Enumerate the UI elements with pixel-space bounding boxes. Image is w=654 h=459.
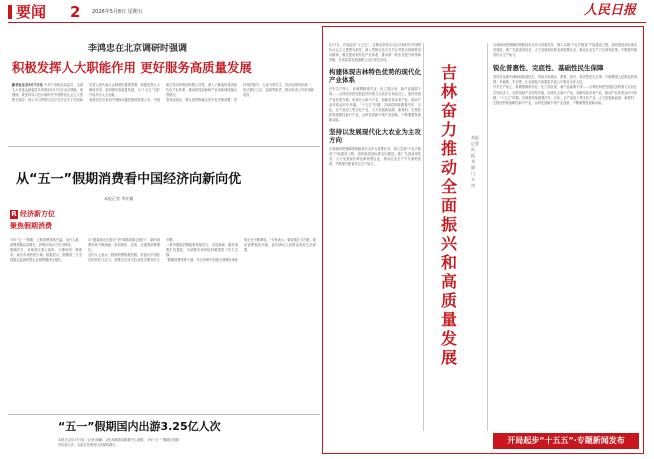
kicker: 李鸿忠在北京调研时强调 [88, 44, 188, 54]
feature-title: 吉林奋力推动全面振兴和高质量发展 [441, 63, 458, 367]
tag-sub: 聚焦假期消费 [10, 222, 52, 230]
masthead-rule [8, 22, 646, 23]
feature-col-1 [329, 43, 421, 431]
page-number: 2 [70, 3, 81, 21]
bottom-left-article [8, 416, 320, 458]
article-body: 本报北京5月7日电（记者 杨曦）文化和旅游部数据中心测算，今年“五一”假期全国国内出游人次、出游总花费同比均保持增长。 [58, 438, 179, 448]
paragraph: 吉林始终把保障国家粮食安全作为首要任务，深入实施“千亿斤粮食”产能建设工程，加快推进高标准农田建设，推广先进适用技术，大力发展现代种业和智慧农业，推动农业生产方式深刻变革，不断提升粮食综合生产能力。 [329, 147, 421, 167]
feature-banner [493, 433, 639, 449]
left-mid-article [8, 150, 320, 412]
masthead [0, 0, 654, 24]
tag-label: 经济新方位 [20, 210, 55, 218]
paragraph: 假期首日，各地景区游人如织，文博场馆一票难求，演出市场热度不减。数据显示，假期前三天全国重点监测零售企业销售额同比增长。 [10, 248, 82, 263]
section-heading: 坚持以发展现代化大农业为主攻方向 [329, 128, 421, 145]
paragraph: 汽车生产线上，机械臂精准作业；化工园区里，新产品源源下线……吉林坚持把发展经济的着力点放在实体经济上，加快传统产业转型升级，培育壮大新兴产业，前瞻布局未来产业，推动产业体系迈向中高端。“十五五”时期，吉林将持续做强汽车、石化、农产品加工等支柱产业，大力发展新能源、新材料、生物医药等战略性新兴产业，以科技创新引领产业创新，不断增强发展新动能。 [329, 87, 421, 122]
divider [8, 414, 320, 415]
paragraph: “假期消费热度不减，充分说明中国超大规模市场优势正在不断释放。”专家表示，要持续扩大内需，推动消费提质升级，更好满足人民群众美好生活需要。 [166, 238, 316, 263]
feature-byline: 本报记者 孙 振 刘 晓 门 丰 涛 [471, 135, 479, 188]
headline: 积极发挥人大职能作用 更好服务高质量发展 [12, 60, 252, 75]
paragraph: 汽车生产线上，机械臂精准作业；化工园区里，新产品源源下线……吉林坚持把发展经济的着力点放在实体经济上，加快传统产业转型升级，培育壮大新兴产业，前瞻布局未来产业，推动产业体系迈向中高端。“十五五”时期，吉林将持续做强汽车、石化、农产品加工等支柱产业，大力发展新能源、新材料、生物医药等战略性新兴产业，以科技创新引领产业创新，不断增强发展新动能。 [493, 85, 637, 105]
feature-col-3 [493, 43, 637, 431]
section-label: 要闻 [16, 3, 47, 21]
top-left-article [8, 26, 320, 144]
column-tag [10, 210, 84, 236]
edition-date: 2026年5月8日 星期五 [92, 9, 143, 15]
headline: “五一”假期国内出游3.25亿人次 [58, 420, 221, 433]
paragraph: 从“跟着演出去旅行”到“跟着赛事去旅行”，新的消费场景不断涌现，带动餐饮、住宿、交通等消费增长。 [88, 238, 160, 253]
paragraph: 今年“五一”假期，文旅消费持续升温，出行人数、消费规模双双增长，消费市场活力充分释放。 [10, 238, 82, 248]
paragraph: 5月7日，开局起步“十五五”，吉林省坚持以习近平新时代中国特色社会主义思想为指导，深入贯彻习近平总书记考察吉林重要讲话精神，锚定建设现代化产业体系，推动新一轮东北振兴取得新突破，在高质量发展道路上迈出坚实步伐。 [329, 43, 421, 63]
article-body [10, 238, 316, 408]
paragraph: 李鸿忠先后来到中国移动通信集团有限公司、中国航空发动机集团有限公司等，深入了解加快建设现代化产业体系、推动科技创新和产业创新深度融合等情况。 [89, 83, 237, 103]
paragraph: 坚持在发展中保障和改善民生，持续办好就业、教育、医疗、养老等民生实事，不断增强人民群众获得感、幸福感、安全感，让全面振兴成果更多更公平惠及全体人民。 [493, 75, 637, 85]
paragraph: 中共中央政治局委员、全国人大常委会副委员长李鸿忠5月7日在北京调研。他强调，要坚持以习近平新时代中国特色社会主义思想为指导，深入学习贯彻习近平总书记关于坚持和完善人民代表大会制度的重要思想，积极发挥人大职能作用，更好服务高质量发展，为“十五五”良好开局作出人大贡献。 [12, 83, 160, 103]
banner-label: 开局起步“十五五”·专题新闻发布 [507, 436, 625, 445]
paragraph: 一系列提振消费政策持续发力，以旧换新、服务消费扩容提质，为消费市场持续回暖提供了有力支撑。 [166, 243, 238, 258]
paragraph: 吉林始终把保障国家粮食安全作为首要任务，深入实施“千亿斤粮食”产能建设工程，加快推进高标准农田建设，推广先进适用技术，大力发展现代种业和智慧农业，推动农业生产方式深刻变革，不断提升粮食综合生产能力。 [493, 43, 637, 58]
paragraph: 业内人士表示，假期消费数据亮眼，折射出中国经济的韧性与活力，消费正在成为拉动经济增长的主引擎。 [88, 238, 176, 263]
masthead-red-block [8, 5, 12, 19]
headline: 从“五一”假期消费看中国经济向新向优 [16, 172, 242, 187]
divider [423, 43, 424, 431]
article-body [12, 83, 314, 143]
byline: 本报记者 李亚楠 [104, 196, 134, 201]
dateline: 新华社北京5月7日电 [12, 83, 43, 87]
tag-mark-icon: R [11, 210, 17, 218]
divider [487, 43, 488, 431]
feature-box [322, 26, 644, 454]
divider [8, 146, 320, 147]
newspaper-logo: 人民日报 [584, 3, 637, 18]
section-heading: 锐化普惠性、完底性、基础性民生保障 [493, 64, 604, 73]
paragraph: 李鸿忠指出，要认真贯彻落实党中央决策部署，坚持党的领导、人民当家作主、依法治国有机统一，依法履行立法、监督等职责，推动各项工作取得新成效。 [166, 83, 314, 103]
section-heading: 构建体现吉林特色优势的现代化产业体系 [329, 68, 421, 85]
